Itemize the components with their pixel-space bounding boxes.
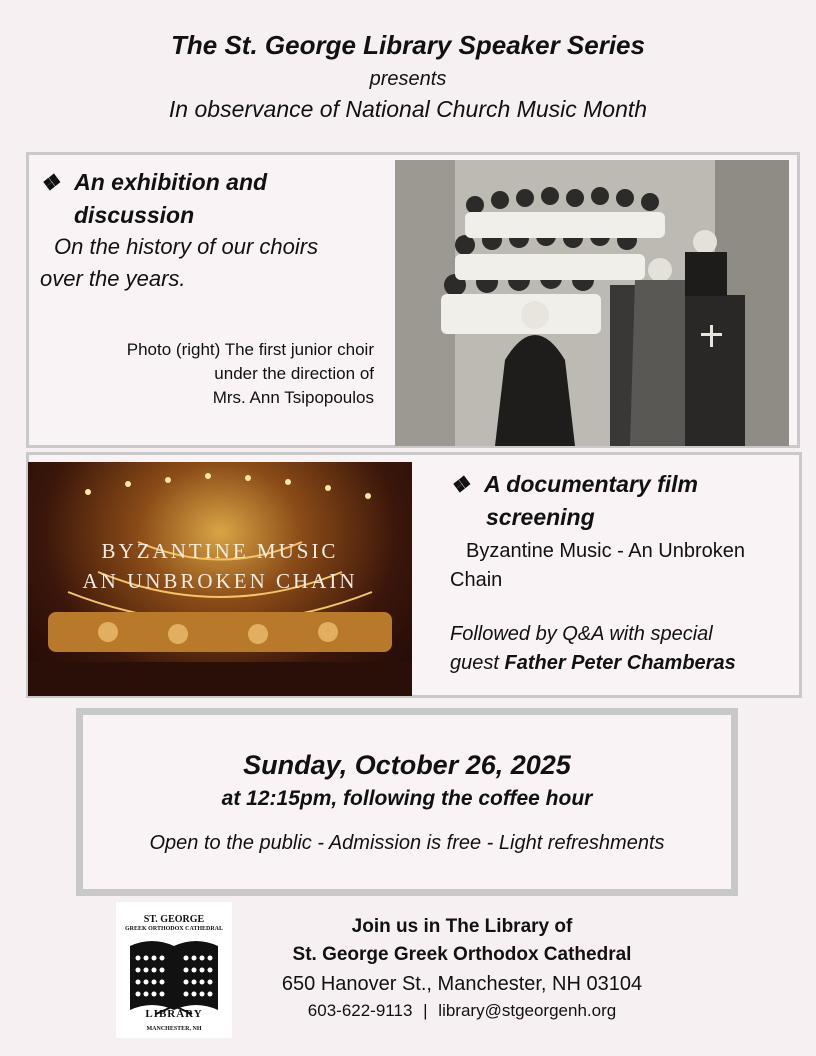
film-title-1: Byzantine Music - An Unbroken (466, 540, 746, 562)
film-image-title-1: BYZANTINE MUSIC (101, 539, 339, 563)
film-still (28, 462, 412, 696)
join-line-1: Join us in The Library of (351, 916, 573, 937)
diamond-bullet-icon: ❖ (450, 472, 470, 497)
logo-city-text: MANCHESTER, NH (146, 1026, 202, 1032)
exhibition-text-1: On the history of our choirs (54, 234, 319, 259)
film-heading-1: A documentary film (484, 471, 698, 497)
exhibition-text-2: over the years. (40, 266, 186, 291)
library-logo (116, 902, 232, 1038)
exhibition-heading-1: An exhibition and (74, 169, 268, 195)
contact-line (250, 1001, 674, 1021)
qa-line-2 (450, 649, 795, 678)
choir-photo-illustration (395, 160, 789, 446)
address: 650 Hanover St., Manchester, NH 03104 (281, 973, 643, 995)
photo-caption (40, 338, 374, 410)
qa-line-1: Followed by Q&A with special (450, 623, 713, 645)
event-time: at 12:15pm, following the coffee hour (221, 787, 593, 810)
qa-guest-prefix: guest (450, 652, 505, 674)
film-image-title-2: AN UNBROKEN CHAIN (82, 569, 358, 593)
logo-arc-text: GREEK ORTHODOX CATHEDRAL (124, 926, 224, 932)
phone-number: 603-622-9113 (307, 1001, 413, 1020)
film-image-title (28, 536, 412, 596)
caption-line-2: under the direction of (214, 364, 374, 383)
choir-photo (395, 160, 789, 446)
exhibition-heading-2: discussion (74, 202, 195, 228)
film-text-block (450, 468, 795, 678)
observance-subtitle: In observance of National Church Music Month (168, 96, 648, 122)
diamond-bullet-icon: ❖ (40, 170, 60, 195)
exhibition-text-block (40, 166, 390, 295)
join-line-2: St. George Greek Orthodox Cathedral (292, 944, 632, 965)
presents-text: presents (369, 68, 447, 90)
series-title: The St. George Library Speaker Series (171, 30, 645, 60)
caption-line-1: Photo (right) The first junior choir (126, 340, 374, 359)
logo-library-text: LIBRARY (145, 1008, 203, 1020)
event-date: Sunday, October 26, 2025 (243, 750, 571, 780)
caption-line-3: Mrs. Ann Tsipopoulos (212, 388, 374, 407)
logo-name: ST. GEORGE (143, 914, 205, 925)
film-title-2: Chain (450, 569, 503, 591)
film-heading-2: screening (486, 504, 595, 530)
email-address: library@stgeorgenh.org (438, 1001, 617, 1020)
event-admission: Open to the public - Admission is free - Light refreshments (149, 832, 665, 854)
guest-name: Father Peter Chamberas (504, 652, 736, 674)
contact-separator: | (423, 1001, 428, 1020)
